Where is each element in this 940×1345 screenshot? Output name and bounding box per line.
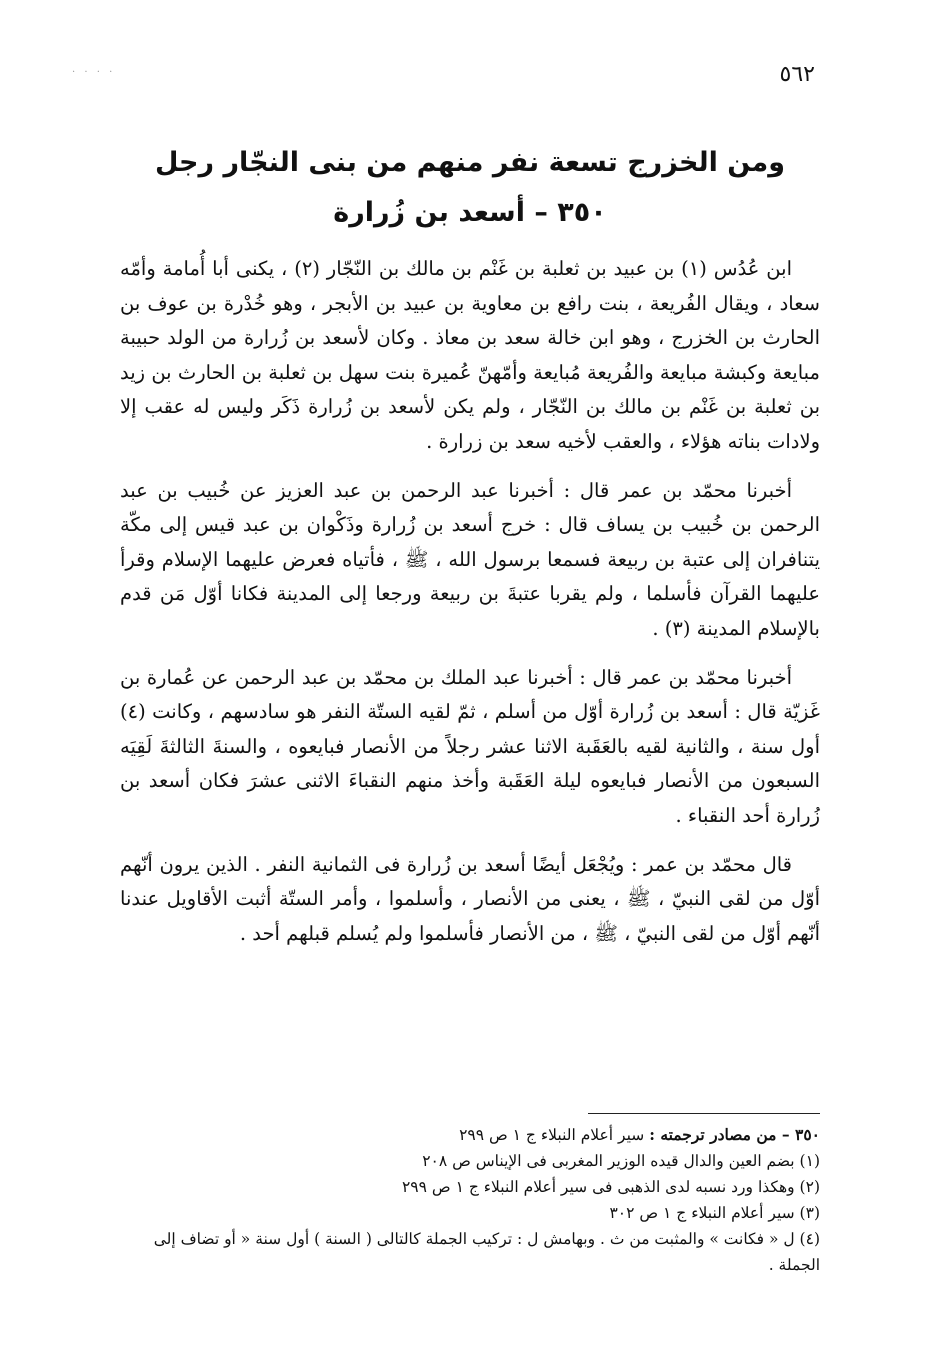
footnote-item: (١) بضم العين والدال قيده الوزير المغربى فى الإيناس ص ٢٠٨	[422, 1152, 820, 1170]
heading-line-2: ٣٥٠ – أسعد بن زُرارة	[333, 197, 607, 228]
chapter-heading	[110, 138, 830, 238]
paragraph: أخبرنا محمّد بن عمر قال : أخبرنا عبد الرحمن بن عبد العزيز عن خُبيب بن عبد الرحمن بن خُبيب بن يساف قال : خرج أسعد بن زُرارة وذَكْوان بن عبد قيس إلى مكّة يتنافران إلى عتبة بن ربيعة فسمعا برسول الله ، ﷺ ، فأتياه فعرض عليهما الإسلام وقرأ عليهما القرآن فأسلما ، ولم يقربا عتبةَ بن ربيعة ورجعا إلى المدينة فكانا أوّل مَن قدم بالإسلام المدينة (٣) .	[120, 478, 820, 640]
paragraph: ابن عُدُس (١) بن عبيد بن ثعلبة بن غَنْم بن مالك بن النّجّار (٢) ، يكنى أبا أُمامة وأمّه سعاد ، ويقال الفُريعة ، بنت رافع بن معاوية بن عبيد بن الأبجر ، وهو خُدْرة بن عوف بن الحارث بن الخزرج ، وهو ابن خالة سعد بن معاذ . وكان لأسعد بن زُرارة من الولد حبيبة مبايعة وكبشة مبايعة والفُريعة مُبايعة وأمّهنّ عُميرة بنت سهل بن ثعلبة بن الحارث بن زيد بن ثعلبة بن غَنْم بن مالك بن النّجّار ، ولم يكن لأسعد بن زُرارة ذَكَر وليس له عقب إلا ولادات بناته هؤلاء ، والعقب لأخيه سعد بن زرارة .	[120, 257, 820, 453]
footnote-sources-text: سير أعلام النبلاء ج ١ ص ٢٩٩	[459, 1126, 645, 1144]
footnote-divider	[588, 1113, 820, 1114]
footnote-item: (٤) ل « فكانت » والمثبت من ث . وبهامش ل : تركيب الجملة كالتالى ( السنة ) أول سنة « أو تضاف إلى الجملة .	[153, 1230, 820, 1274]
paragraph: قال محمّد بن عمر : ويُجْعَل أيضًا أسعد بن زُرارة فى الثمانية النفر . الذين يرون أنّهم أوّل من لقى النبيّ ، ﷺ ، يعنى من الأنصار ، وأسلموا ، وأمر الستّة أثبت الأقاويل عندنا أنّهم أوّل من لقى النبيّ ، ﷺ ، من الأنصار فأسلموا ولم يُسلم قبلهم أحد .	[120, 852, 820, 945]
page-number: ٥٦٢	[779, 62, 815, 87]
paragraph: أخبرنا محمّد بن عمر قال : أخبرنا عبد الملك بن محمّد بن عبد الرحمن عن عُمارة بن غَزيّة قال : أسعد بن زُرارة أوّل من أسلم ، ثمّ لقيه الستّة النفر هو سادسهم ، وكانت (٤) أول سنة ، والثانية لقيه بالعَقَبة الاثنا عشر رجلاً من الأنصار فبايعوه ، والسنةَ الثالثةَ لَقِيَه السبعون من الأنصار فبايعوه ليلة العَقَبة وأخذ منهم النقباءَ الاثنى عشرَ فكان أسعد بن زُرارة أحد النقباء .	[120, 665, 821, 827]
footnote-sources-label: ٣٥٠ – من مصادر ترجمته :	[649, 1125, 820, 1144]
footnote-item: (٣) سير أعلام النبلاء ج ١ ص ٣٠٢	[609, 1204, 820, 1222]
footnote-sources	[120, 1122, 820, 1148]
heading-line-1: ومن الخزرج تسعة نفر منهم من بنى النجّار رجل	[154, 147, 786, 178]
footnote-item: (٢) وهكذا ورد نسبه لدى الذهبى فى سير أعلام النبلاء ج ١ ص ٢٩٩	[401, 1178, 820, 1196]
body-text	[120, 252, 820, 965]
footnotes	[120, 1122, 820, 1278]
scan-dots: . . . .	[72, 64, 116, 75]
